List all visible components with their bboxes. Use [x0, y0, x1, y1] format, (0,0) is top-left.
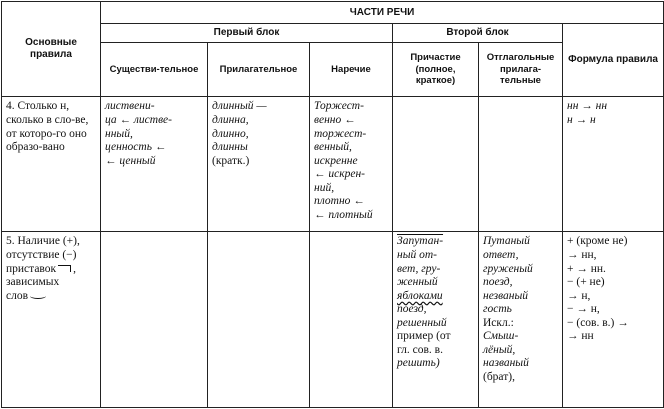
rules-header: Основные правила: [2, 2, 101, 97]
row5-noun: [101, 232, 208, 408]
table-row: [2, 232, 664, 408]
parts-of-speech-header: ЧАСТИ РЕЧИ: [101, 2, 664, 24]
row4-formula: нн → нн н → н: [563, 97, 664, 232]
col-adverb: Наречие: [310, 42, 393, 97]
row4-noun: листвени- ца ← листве- нный, ценность ← ← ценный: [101, 97, 208, 232]
rule-4: 4. Столько н, сколько в сло-ве, от которо-го оно образо-вано: [2, 97, 101, 232]
prefix-mark-icon: [58, 265, 71, 272]
row4-adverb: Торжест- венно ← торжест- венный, искренне ← искрен- ний, плотно ← ← плотный: [310, 97, 393, 232]
col-verbal-adjective: Отглагольные прилага-тельные: [479, 42, 563, 97]
col-participle: Причастие (полное, краткое): [393, 42, 479, 97]
row5-adjective: [208, 232, 310, 408]
row4-participle: [393, 97, 479, 232]
col-noun: Существи-тельное: [101, 42, 208, 97]
row4-adjective: длинный — длинна, длинно, длинны (кратк.): [208, 97, 310, 232]
row5-formula: + (кроме не) → нн, + → нн. − (+ не) → н, − → н, − (сов. в.) → → нн: [563, 232, 664, 408]
row4-verbal-adjective: [479, 97, 563, 232]
block2-header: Второй блок: [393, 24, 563, 42]
row5-participle: Запутан- ный от- вет, гру- женный яблоками поезд, решенный пример (от гл. сов. в. решить): [393, 232, 479, 408]
block1-header: Первый блок: [101, 24, 393, 42]
dependent-word-mark-icon: [30, 293, 46, 299]
formula-header: Формула правила: [563, 24, 664, 97]
table-row: [2, 97, 664, 232]
rules-table: [1, 1, 664, 408]
row5-verbal-adjective: Путаный ответ, груженый поезд, незваный гость Искл.: Смыш- лёный, названый (брат),: [479, 232, 563, 408]
rule-5: 5. Наличие (+), отсутствие (−) приставок , зависимых слов: [2, 232, 101, 408]
col-adjective: Прилагательное: [208, 42, 310, 97]
row5-adverb: [310, 232, 393, 408]
